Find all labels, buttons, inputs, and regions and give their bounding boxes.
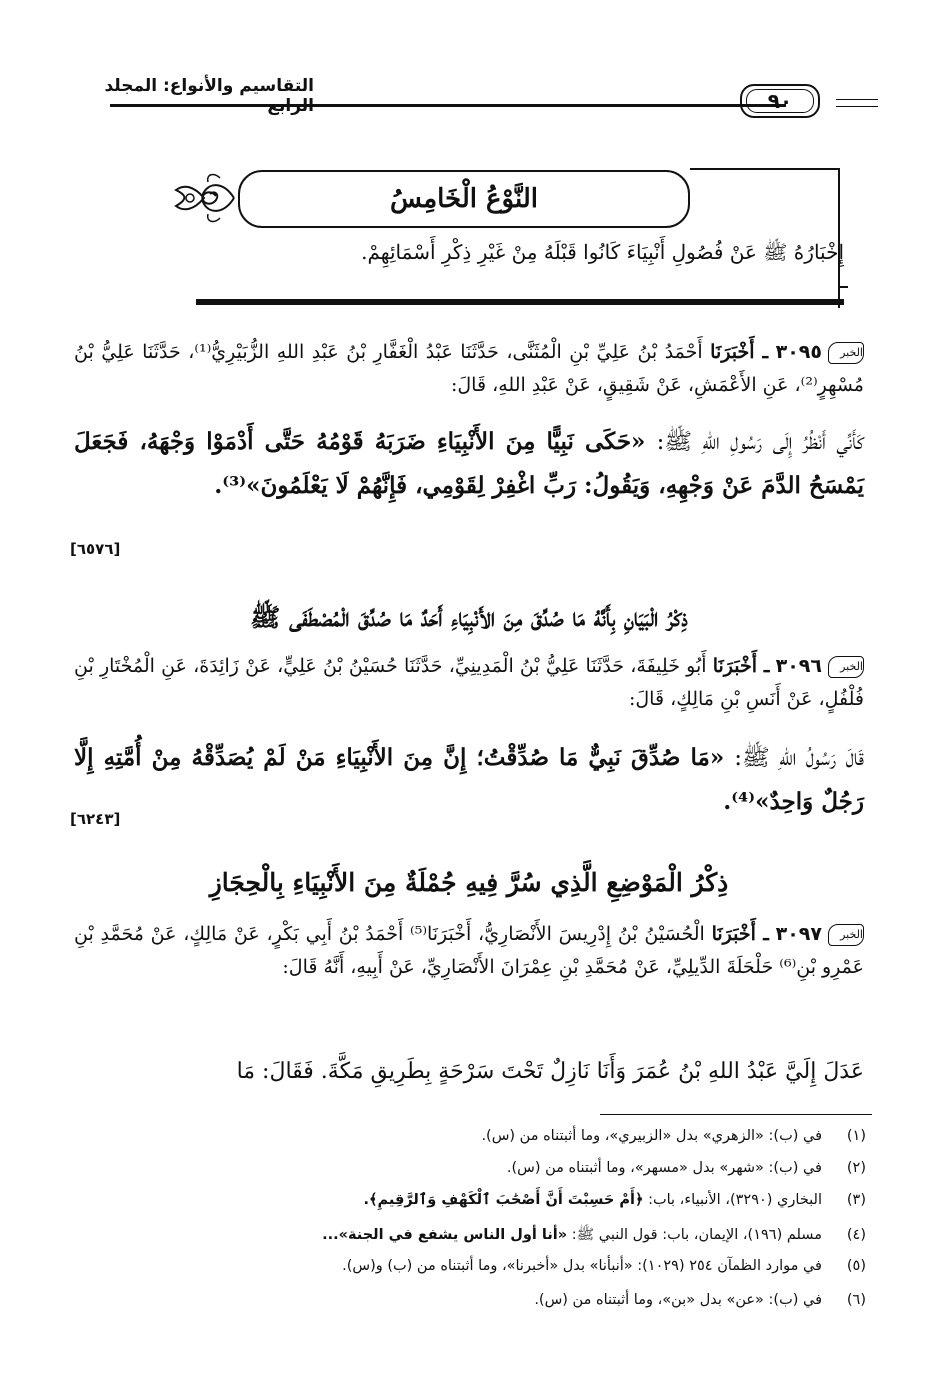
footnote [66,1226,866,1247]
akhbarana-label: ـ أَخْبَرَنَا [712,655,770,677]
akhbarana-label: ـ أَخْبَرَنَا [710,341,769,363]
footnote-number: (٤) [846,1227,866,1243]
page-number-text: ٩٠ [767,89,793,113]
section-title-box [238,170,690,228]
matn-text: «مَا صُدِّقَ نَبِيٌّ مَا صُدِّقْتُ؛ إِنَّ مِنَ الأَنْبِيَاءِ مَنْ لَمْ يُصَدِّقْهُ مِنْ أُمَّتِهِ إِلَّا رَجُلٌ وَاحِدٌ»⁽⁴⁾. [74,744,864,815]
akhbarana-label: ـ أَخْبَرَنَا [711,923,769,945]
header-rule [110,104,786,107]
matn-intro: قَالَ رَسُولُ اللهِ ﷺ: [734,745,864,771]
hadith-isnad [74,918,864,984]
isnad-text: الْحُسَيْنُ بْنُ إِدْرِيسَ الأَنْصَارِيُّ، أَخْبَرَنَا⁽⁵⁾ أَحْمَدُ بْنُ أَبِي بَكْرٍ، عَنْ مَالِكٍ، عَنْ مُحَمَّدِ بْنِ عَمْرِو بْنِ⁽⁶⁾ حَلْحَلَةَ الدِّيلِيِّ، عَنْ مُحَمَّدِ بْنِ عِمْرَانَ الأَنْصَارِيِّ، عَنْ أَبِيهِ، أَنَّهُ قَالَ: [74,923,864,978]
chapter-heading: ذِكْرُ الْبَيَانِ بِأَنَّهُ مَا صُدِّقَ مِنَ الأَنْبِيَاءِ أَحَدٌ مَا صُدِّقَ الْمُصْطَفَى ﷺ [250,603,688,632]
hadith-reference: [٦٢٤٣] [70,810,121,828]
hadith-number: ٣٠٩٦ [775,655,822,677]
footnote-text: في موارد الظمآن ٢٥٤ (١٠٢٩): «أنبأنا» بدل «أخبرنا»، وما أثبتناه من (ب) و(س). [342,1258,822,1274]
footnote-text: البخاري (٣٢٩٠)، الأنبياء، باب: [648,1192,822,1208]
hadith-matn [74,736,864,823]
footnote-number: (٢) [846,1160,866,1176]
frame-line [690,168,840,170]
footnote-number: (٣) [846,1192,866,1208]
isnad-text: أَبُو خَلِيفَةَ، حَدَّثَنَا عَلِيُّ بْنُ الْمَدِينِيِّ، حَدَّثَنَا حُسَيْنُ بْنُ عَلِيٍّ، عَنْ زَائِدَةَ، عَنِ الْمُخْتَارِ بْنِ فُلْفُلٍ، عَنْ أَنَسِ بْنِ مَالِكٍ، قَالَ: [74,655,864,710]
footnote-rule [600,1114,872,1115]
hadith-quote: «أنا أول الناس يشفع في الجنة»... [322,1227,568,1243]
hadith-reference: [٦٥٧٦] [70,540,121,558]
footnote [66,1128,866,1144]
footnote-text: مسلم (١٩٦)، الإيمان، باب: قول النبي ﷺ: [571,1227,822,1243]
page-number [740,84,820,118]
hadith-number: ٣٠٩٥ [775,341,822,363]
hadith-isnad [74,336,864,402]
section-title: النَّوْعُ الْخَامِسُ [390,184,538,214]
matn-text: «حَكَى نَبِيًّا مِنَ الأَنْبِيَاءِ ضَرَبَهُ قَوْمُهُ حَتَّى أَدْمَوْا وَجْهَهُ، فَجَعَلَ يَمْسَحُ الدَّمَ عَنْ وَجْهِهِ، وَيَقُولُ: رَبِّ اغْفِرْ لِقَوْمِي، فَإِنَّهُمْ لَا يَعْلَمُونَ»⁽³⁾. [74,428,864,499]
quran-verse: ﴿أَمْ حَسِبْتَ أَنَّ أَصْحَٰبَ ٱلْكَهْفِ وَٱلرَّقِيمِ﴾. [363,1192,644,1208]
chapter-heading: ذِكْرُ الْمَوْضِعِ الَّذِي سُرَّ فِيهِ جُمْلَةٌ مِنَ الأَنْبِيَاءِ بِالْحِجَازِ [209,868,729,897]
footnote [66,1192,866,1208]
footnote-text: في (ب): «عن» بدل «بن»، وما أثبتناه من (س). [534,1292,822,1308]
thick-rule [196,299,844,305]
matn-intro: كَأَنِّي أَنْظُرُ إِلَى رَسُولِ اللهِ ﷺ: [656,429,864,455]
running-title: التقاسيم والأنواع: المجلد [104,76,314,96]
khabar-icon: الخبر [828,656,864,678]
khabar-icon: الخبر [828,924,864,946]
isnad-text: أَحْمَدُ بْنُ عَلِيِّ بْنِ الْمُثَنَّى، حَدَّثَنَا عَبْدُ الْغَفَّارِ بْنُ عَبْدِ اللهِ الزُّبَيْرِيُّ⁽¹⁾، حَدَّثَنَا عَلِيُّ بْنُ مُسْهِرٍ⁽²⁾، عَنِ الأَعْمَشِ، عَنْ شَقِيقٍ، عَنْ عَبْدِ اللهِ، قَالَ: [74,341,864,396]
ornament-icon [170,168,240,228]
footnote-text: في (ب): «الزهري» بدل «الزبيري»، وما أثبتناه من (س). [481,1128,822,1144]
footnote [66,1292,866,1308]
khabar-icon: الخبر [828,342,864,364]
footnote-number: (٥) [846,1258,866,1274]
footnote-number: (١) [846,1128,866,1144]
header-rule-left [836,99,878,100]
footnote [66,1160,866,1176]
footnote-text: في (ب): «شهر» بدل «مسهر»، وما أثبتناه من (س). [506,1160,822,1176]
footnote [66,1258,866,1274]
hadith-matn: عَدَلَ إِلَيَّ عَبْدُ اللهِ بْنُ عُمَرَ وَأَنَا نَازِلٌ تَحْتَ سَرْحَةٍ بِطَرِيقِ مَكَّةَ. فَقَالَ: مَا [236,1059,864,1084]
hadith-isnad [74,650,864,716]
frame-line [838,286,848,288]
footnote-number: (٦) [846,1292,866,1308]
hadith-number: ٣٠٩٧ [775,923,822,945]
header-rule-left-2 [836,106,878,107]
hadith-matn [74,420,864,507]
section-subtitle: إِخْبَارُهُ ﷺ عَنْ فُصُولِ أَنْبِيَاءَ كَانُوا قَبْلَهُ مِنْ غَيْرِ ذِكْرِ أَسْمَائِهِمْ. [361,240,844,264]
